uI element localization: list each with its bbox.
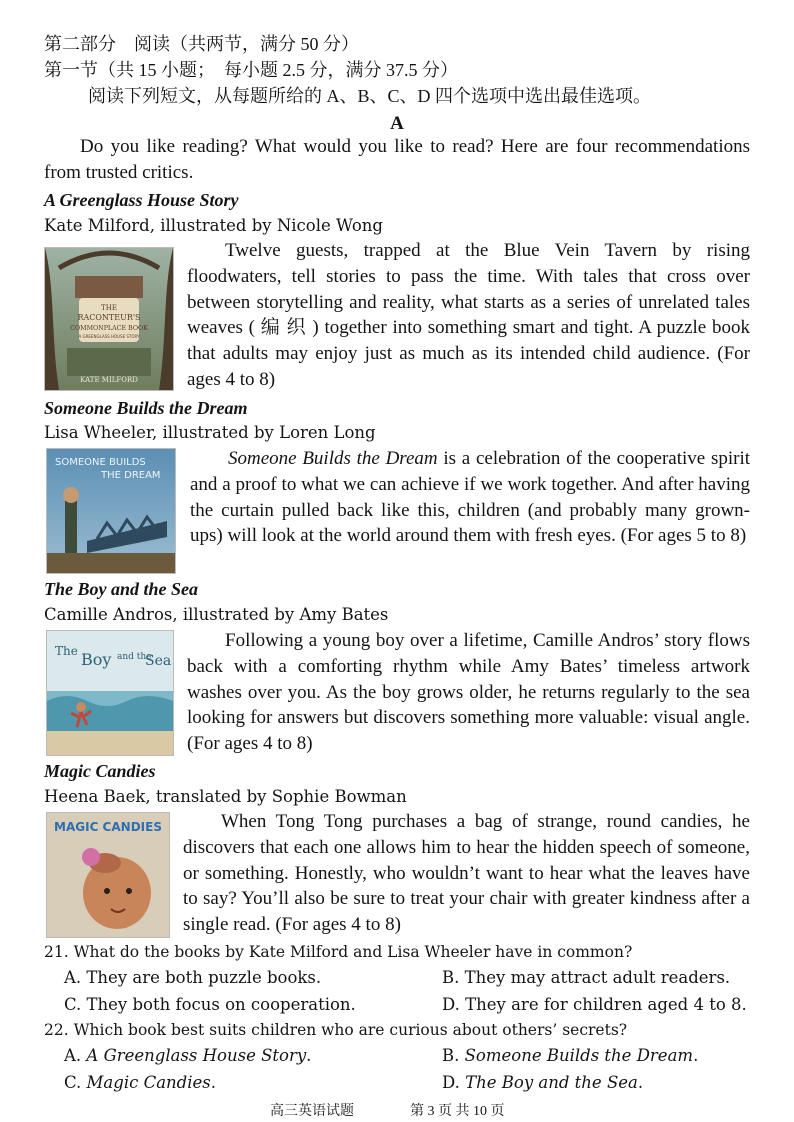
question-22-option-d: D. The Boy and the Sea. [442,1073,644,1092]
book-author-boy-sea: Camille Andros, illustrated by Amy Bates [44,605,389,624]
book-title-magic: Magic Candies [44,761,156,781]
svg-text:The: The [55,644,78,658]
cover-someone-builds [46,448,176,574]
question-22-stem: 22. Which book best suits children who are curious about others’ secrets? [44,1021,628,1039]
question-22-option-a: A. A Greenglass House Story. [64,1046,312,1065]
book-title-dream: Someone Builds the Dream [44,398,248,418]
book-title-greenglass: A Greenglass House Story [44,190,239,210]
book-title-boy-sea: The Boy and the Sea [44,579,199,599]
svg-text:THE DREAM: THE DREAM [101,470,161,481]
question-22-option-c: C. Magic Candies. [64,1073,216,1092]
question-22-option-b: B. Someone Builds the Dream. [442,1046,699,1065]
cover-raconteur [44,247,174,391]
cover-boy-sea [46,630,174,756]
section-heading: 第一节（共 15 小题； 每小题 2.5 分，满分 37.5 分） [44,60,458,80]
svg-text:RACONTEUR'S: RACONTEUR'S [77,313,141,322]
svg-text:KATE MILFORD: KATE MILFORD [80,376,138,384]
cover-magic-candies [46,812,170,938]
svg-text:SOMEONE BUILDS: SOMEONE BUILDS [55,457,146,468]
svg-text:THE: THE [101,304,117,312]
question-21-stem: 21. What do the books by Kate Milford and Lisa Wheeler have in common? [44,943,633,961]
book-author-magic: Heena Baek, translated by Sophie Bowman [44,787,407,806]
instruction-text: 阅读下列短文，从每题所给的 A、B、C、D 四个选项中选出最佳选项。 [88,86,652,106]
svg-text:MAGIC CANDIES: MAGIC CANDIES [54,820,162,834]
book-desc-dream-rest: is a celebration of the cooperative spirit and a proof to what we can achieve if we work together. And after having the curtain pulled back like this, children (and probably many grown-ups) will look at the world around them with fresh eyes. (For ages 5 to 8) [190,448,751,547]
svg-text:COMMONPLACE BOOK: COMMONPLACE BOOK [70,325,148,332]
question-21-option-b: B. They may attract adult readers. [442,968,731,987]
part-heading: 第二部分 阅读（共两节，满分 50 分） [44,34,359,54]
question-21-option-d: D. They are for children aged 4 to 8. [442,995,747,1014]
question-21-option-c: C. They both focus on cooperation. [64,995,356,1014]
svg-text:A GREENGLASS HOUSE STORY: A GREENGLASS HOUSE STORY [78,334,140,339]
footer-page-number: 第 3 页 共 10 页 [410,1104,505,1119]
book-author-greenglass: Kate Milford, illustrated by Nicole Wong [44,216,383,235]
svg-text:Sea: Sea [145,653,172,669]
book-desc-greenglass: Twelve guests, trapped at the Blue Vein Tavern by rising floodwaters, tell stories to pass the time. With tales that cross over between storytelling and reality, what starts as a series of unrelated tales weaves ( 编 织 ) together into something smart and tight. A puzzle book that adults may enjoy just as much as its intended child audience. (For ages 4 to 8) [187,240,750,390]
book-author-dream: Lisa Wheeler, illustrated by Loren Long [44,423,376,442]
passage-intro: Do you like reading? What would you like to read? Here are four recommendations from trusted critics. [44,136,750,183]
footer-subject: 高三英语试题 [270,1104,354,1119]
book-desc-boy-sea: Following a young boy over a lifetime, Camille Andros’ story flows back with a comforting rhythm while Amy Bates’ timeless artwork washes over you. As the boy grows older, he returns regularly to the sea looking for answers but discovers something more valuable: visual angle. (For ages 4 to 8) [187,630,750,755]
book-desc-magic: When Tong Tong purchases a bag of strange, round candies, he discovers that each one allows him to hear the hidden speech of someone, or something. Honestly, who wouldn’t want to hear what the leaves have to say? You’ll also be sure to treat your chair with greater kindness after a single read. (For ages 4 to 8) [183,811,750,936]
book-desc-dream-title: Someone Builds the Dream [228,448,438,469]
question-21-option-a: A. They are both puzzle books. [64,968,322,987]
svg-text:Boy: Boy [81,650,112,669]
book-desc-dream [190,446,750,549]
svg-text:and the: and the [117,652,152,662]
passage-label: A [390,113,404,134]
